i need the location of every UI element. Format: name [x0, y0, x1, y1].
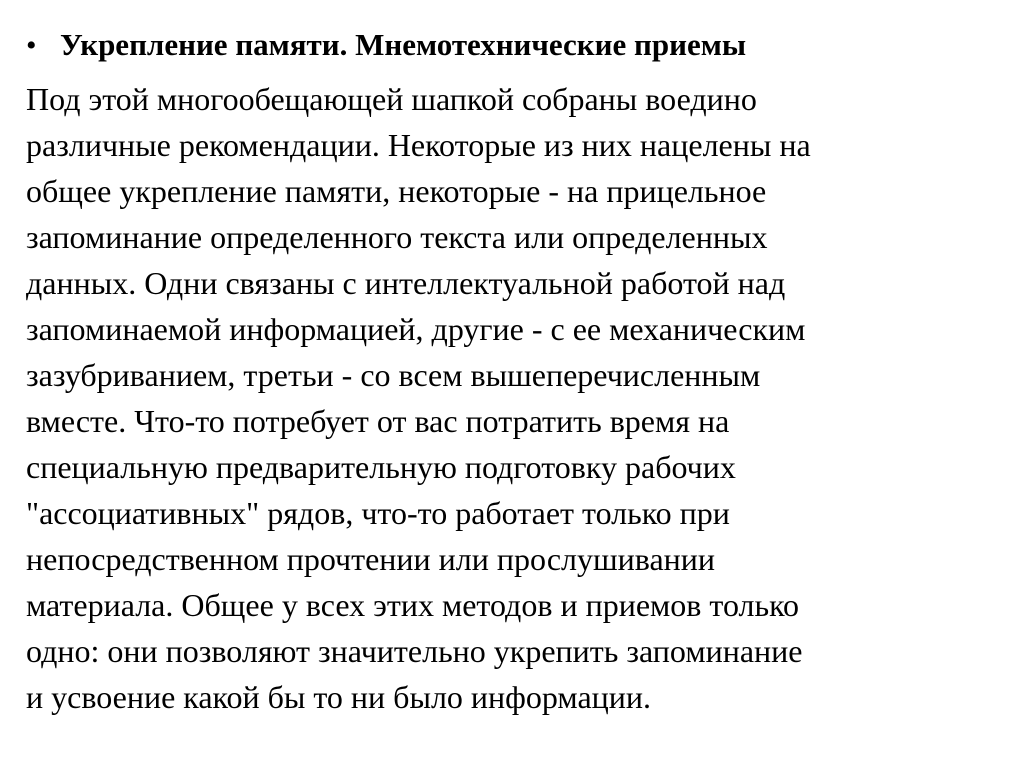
bullet-heading [26, 22, 1006, 69]
bullet-marker: • [26, 29, 37, 62]
slide-heading: Укрепление памяти. Мнемотехнические приемы [60, 27, 747, 62]
slide-body-text: Под этой многообещающей шапкой собраны воедино различные рекомендации. Некоторые из них нацелены на общее укрепление памяти, некоторые - на прицельное запоминание определенного текста или определенных данных. Одни связаны с интеллектуальной работой над запоминаемой информацией, другие - с ее механическим зазубриванием, третьи - со всем вышеперечисленным вместе. Что-то потребует от вас потратить время на специальную предварительную подготовку рабочих "ассоциативных" рядов, что-то работает только при непосредственном прочтении или прослушивании материала. Общее у всех этих методов и приемов только одно: они позволяют значительно укрепить запоминание и усвоение какой бы то ни было информации. [26, 81, 811, 715]
